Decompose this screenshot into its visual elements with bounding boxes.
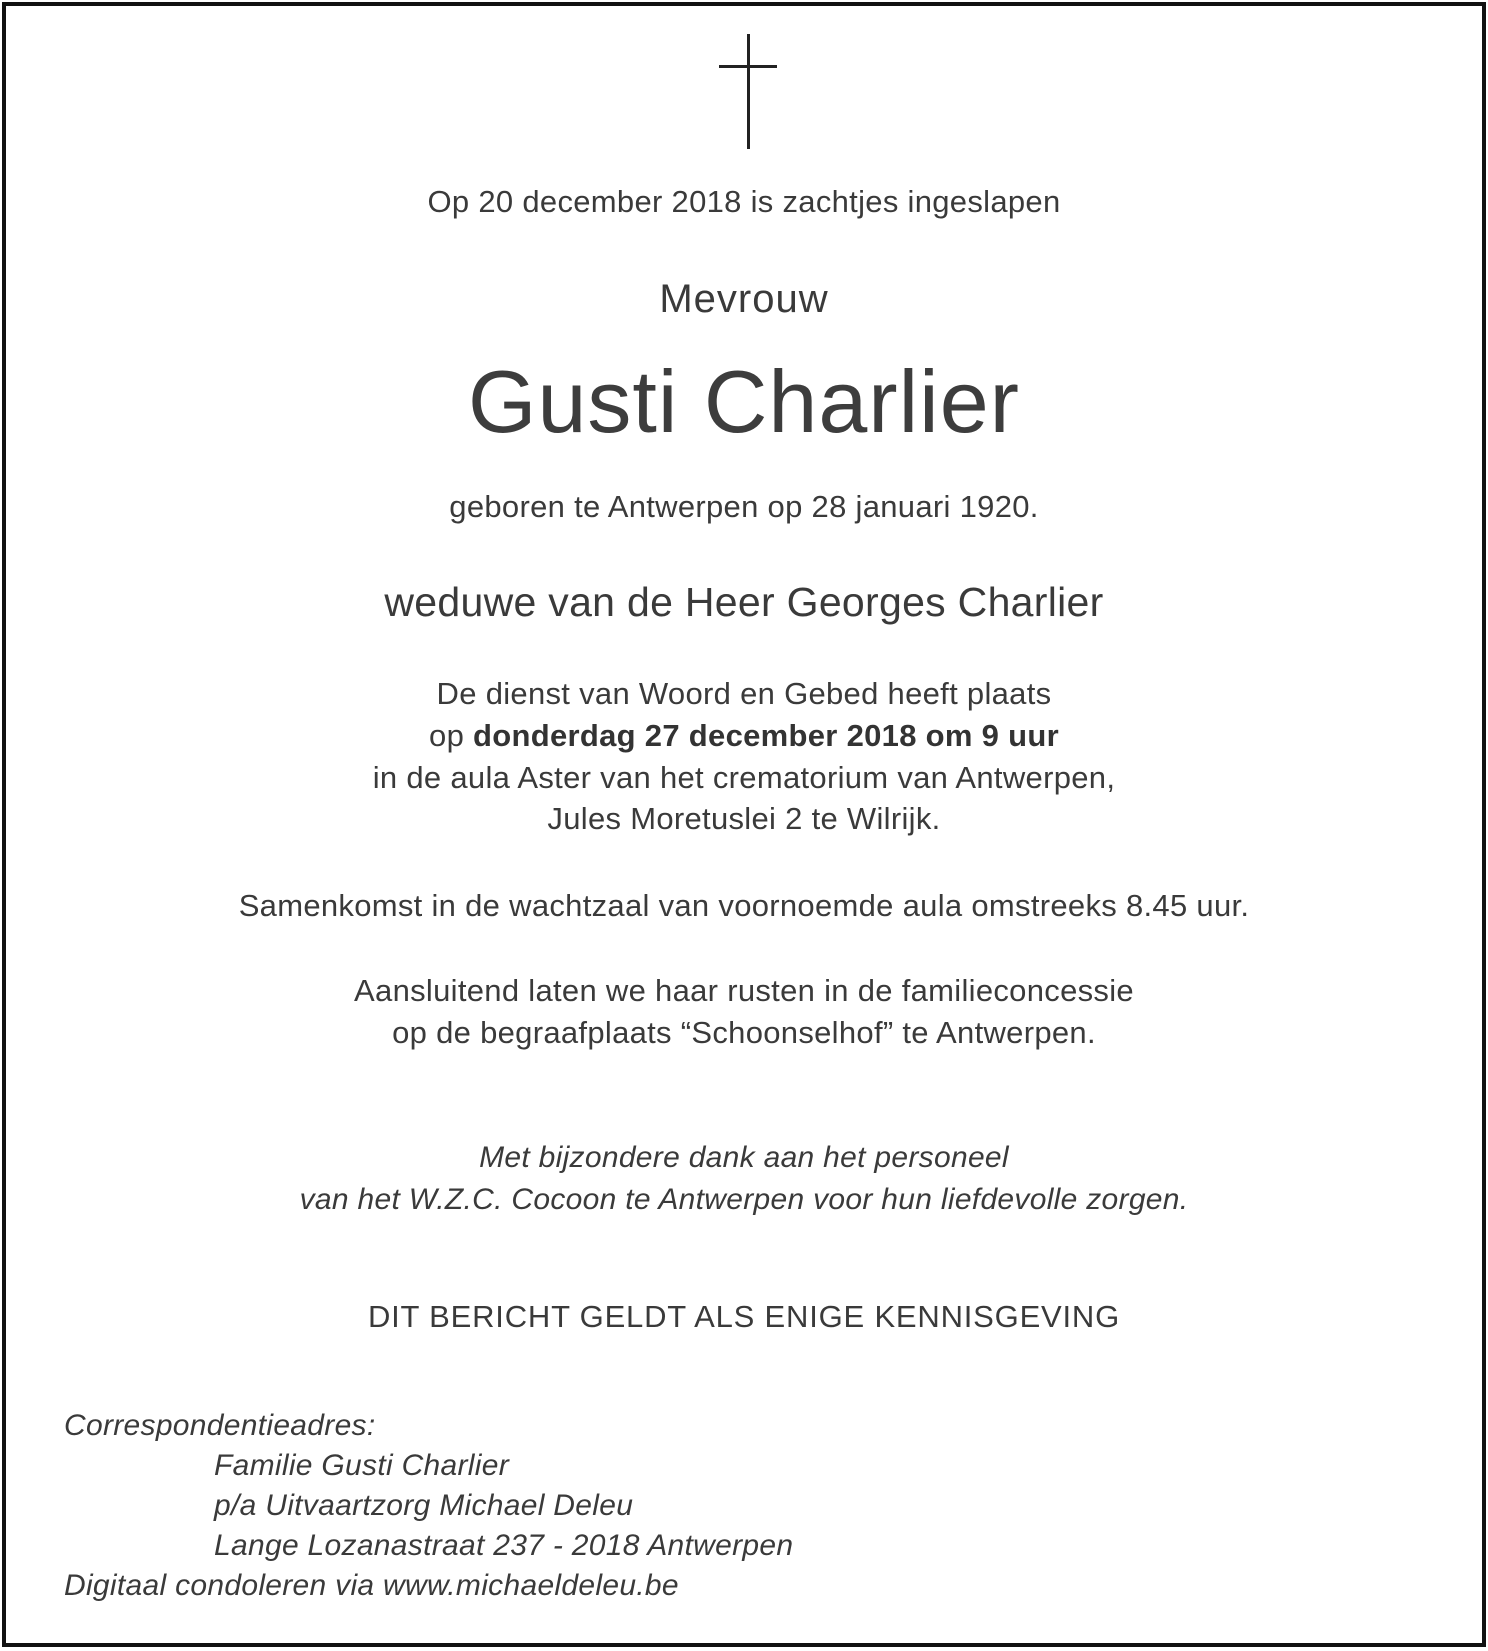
gathering-info: Samenkomst in de wachtzaal van voornoemde aula omstreeks 8.45 uur. (238, 888, 1250, 923)
correspondence-line-3: Lange Lozanastraat 237 - 2018 Antwerpen (214, 1529, 794, 1562)
only-notice-statement: DIT BERICHT GELDT ALS ENIGE KENNISGEVING (367, 1299, 1121, 1334)
service-date-prefix: op (429, 718, 474, 753)
deceased-name: Gusti Charlier (468, 352, 1020, 451)
burial-line-1: Aansluitend laten we haar rusten in de familieconcessie (354, 973, 1134, 1008)
thanks-line-2: van het W.Z.C. Cocoon te Antwerpen voor hun liefdevolle zorgen. (299, 1183, 1189, 1216)
online-condolence-link[interactable]: Digitaal condoleren via www.michaeldeleu.be (64, 1569, 679, 1602)
intro-text: Op 20 december 2018 is zachtjes ingeslapen (427, 184, 1061, 219)
widow-info: weduwe van de Heer Georges Charlier (384, 579, 1104, 625)
correspondence-line-2: p/a Uitvaartzorg Michael Deleu (214, 1489, 634, 1522)
service-date-time: donderdag 27 december 2018 om 9 uur (473, 718, 1059, 753)
honorific-title: Mevrouw (659, 277, 829, 321)
correspondence-label: Correspondentieadres: (64, 1409, 376, 1442)
obituary-notice (2, 2, 1486, 1647)
burial-line-2: op de begraafplaats “Schoonselhof” te Antwerpen. (392, 1015, 1096, 1050)
cross-icon (719, 34, 777, 149)
thanks-line-1: Met bijzondere dank aan het personeel (479, 1141, 1009, 1174)
service-line-1: De dienst van Woord en Gebed heeft plaats (436, 676, 1052, 711)
birth-info: geboren te Antwerpen op 28 januari 1920. (449, 489, 1039, 524)
service-line-3: in de aula Aster van het crematorium van Antwerpen, (372, 760, 1116, 795)
service-line-4: Jules Moretuslei 2 te Wilrijk. (547, 801, 941, 836)
service-line-2 (6, 718, 1482, 754)
correspondence-line-1: Familie Gusti Charlier (214, 1449, 509, 1482)
